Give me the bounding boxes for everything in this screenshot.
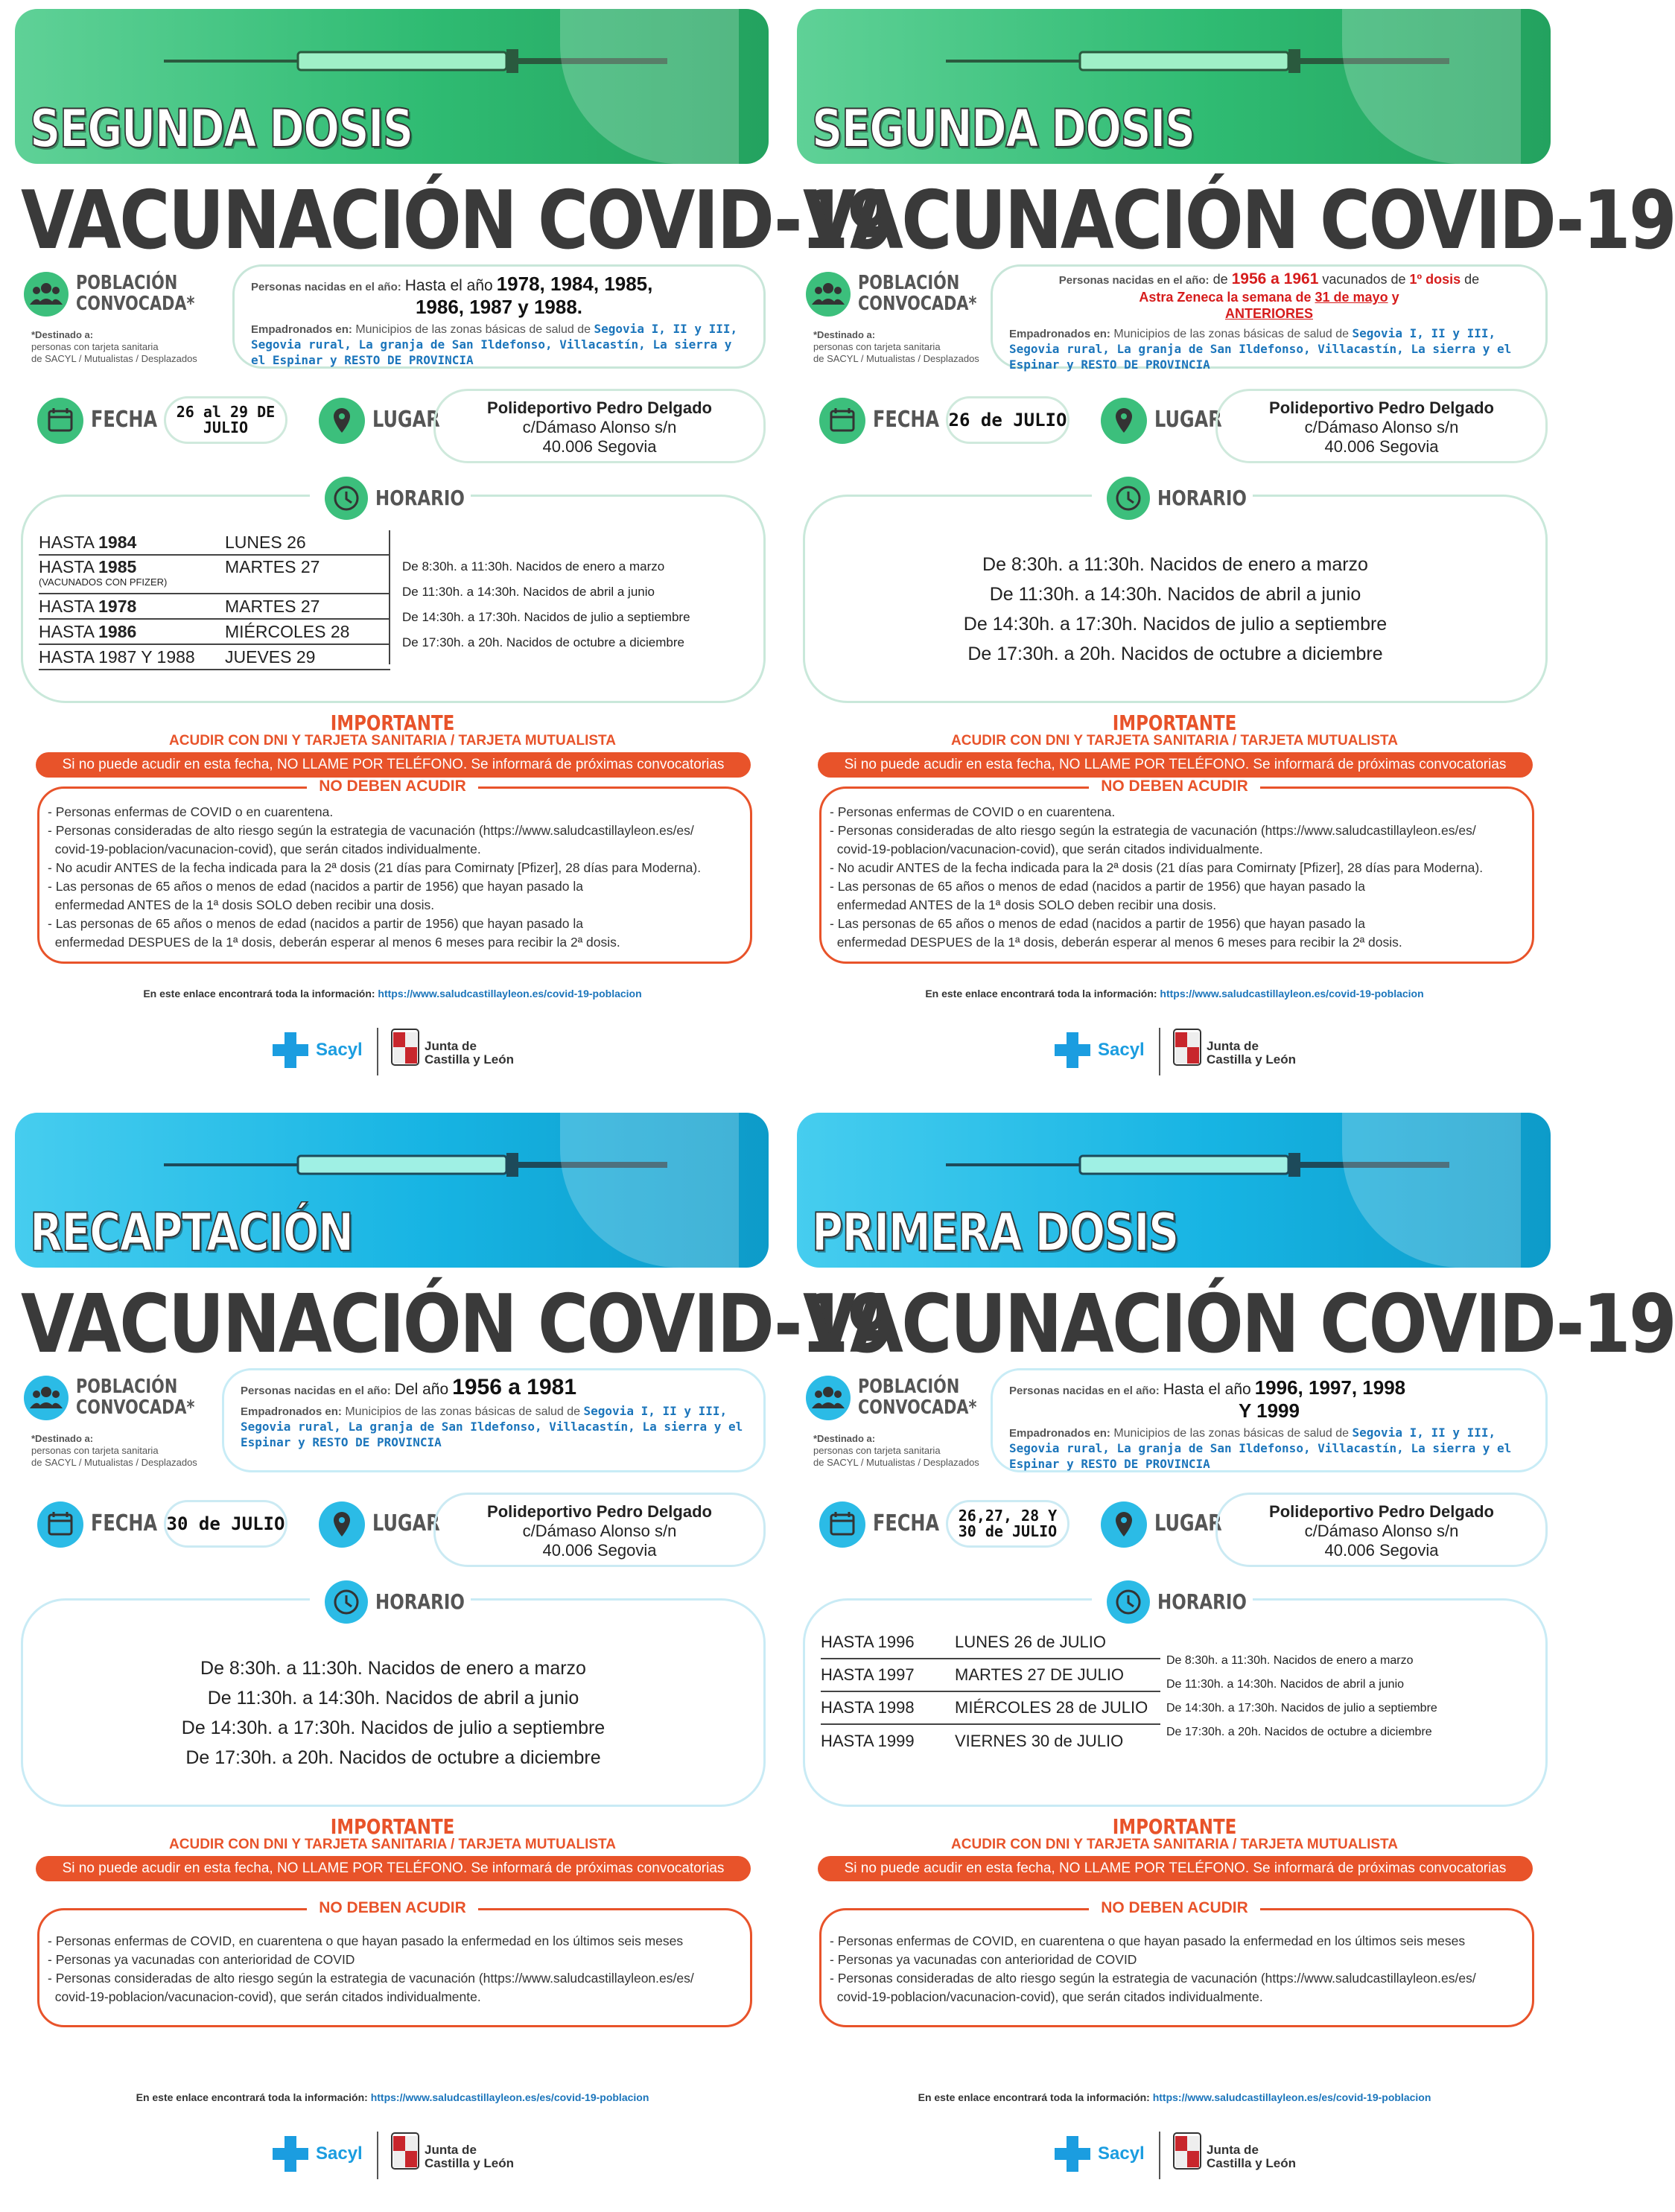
banner-title: SEGUNDA DOSIS <box>30 98 413 159</box>
coat-of-arms-icon <box>390 1028 420 1070</box>
horario-times: De 8:30h. a 11:30h. Nacidos de enero a marzo De 11:30h. a 14:30h. Nacidos de abril a junio De 14:30h. a 17:30h. Nacidos de julio a septiembre De 17:30h. a 20h. Nacidos de octubre a diciembre <box>181 1658 606 1768</box>
junta-logo: Junta de Castilla y León <box>390 2132 517 2179</box>
main-title: VACUNACIÓN COVID-19 <box>803 174 1675 267</box>
table-row: HASTA 1996 LUNES 26 de JULIO <box>821 1627 1160 1659</box>
no-deben-list: - Personas enfermas de COVID, en cuarentena o que hayan pasado la enfermedad en los últimos seis meses - Personas ya vacunadas con anterioridad de COVID - Personas consideradas de alto riesgo según la estrategia de vacunación (https://www.saludcastillayleon.es/es/ covid-19-poblacion/vacunacion-covid), que serán citados individualmente. <box>48 1933 694 2004</box>
horario-times: De 8:30h. a 11:30h. Nacidos de enero a marzo De 11:30h. a 14:30h. Nacidos de abril a junio De 14:30h. a 17:30h. Nacidos de julio a septiembre De 17:30h. a 20h. Nacidos de octubre a diciembre <box>402 559 690 649</box>
no-deben-title: NO DEBEN ACUDIR <box>9 1899 776 1917</box>
fecha-label: FECHA <box>873 1510 940 1536</box>
no-deben-title: NO DEBEN ACUDIR <box>9 778 776 795</box>
coat-of-arms-icon <box>1172 2132 1202 2173</box>
header-banner <box>797 9 1551 164</box>
gloved-hand-image <box>1342 1113 1521 1268</box>
header-banner <box>15 1113 769 1268</box>
lugar-box: Polideportivo Pedro Delgado c/Dámaso Alonso s/n 40.006 Segovia <box>1215 389 1548 463</box>
main-title: VACUNACIÓN COVID-19 <box>803 1278 1675 1371</box>
table-row: HASTA 1985 (VACUNADOS CON PFIZER) MARTES 27 <box>39 556 390 594</box>
main-title: VACUNACIÓN COVID-19 <box>21 1278 894 1371</box>
horario-times: De 8:30h. a 11:30h. Nacidos de enero a marzo De 11:30h. a 14:30h. Nacidos de abril a junio De 14:30h. a 17:30h. Nacidos de julio a septiembre De 17:30h. a 20h. Nacidos de octubre a diciembre <box>1166 1654 1437 1738</box>
people-icon <box>806 1376 851 1420</box>
importante-subtitle: ACUDIR CON DNI Y TARJETA SANITARIA / TARJETA MUTUALISTA <box>169 1837 616 1852</box>
table-row: HASTA 1998 MIÉRCOLES 28 de JULIO <box>821 1692 1160 1725</box>
importante-title: IMPORTANTE <box>1112 711 1237 735</box>
clock-icon <box>325 1580 368 1624</box>
no-deben-list: - Personas enfermas de COVID o en cuarentena. - Personas consideradas de alto riesgo según la estrategia de vacunación (https://www.saludcastillayleon.es/es/ covid-19-poblacion/vacunacion-covid), que serán citados individualmente. - No acudir ANTES de la fecha indicada para la 2ª dosis (21 días para Comirnaty [Pfizer], 28 días para Moderna). - Las personas de 65 años o menos de edad (nacidos a partir de 1956) que hayan pasado la enfermedad ANTES de la 1ª dosis SOLO deben recibir una dosis. - Las personas de 65 años o menos de edad (nacidos a partir de 1956) que hayan pasado la enfermedad DESPUES de la 1ª dosis, deberán esperar al menos 6 meses para recibir la 2ª dosis. <box>830 804 1484 950</box>
banner-title: RECAPTACIÓN <box>30 1202 353 1263</box>
poblacion-box: Personas nacidas en el año: Hasta el año 1996, 1997, 1998 Y 1999 Empadronados en: Municipios de las zonas básicas de salud de Segovia I, II y III, Segovia rural, La granja de San Ildefonso, Villacastín, La sierra y el Espinar y RESTO DE PROVINCIA <box>991 1368 1548 1472</box>
poster-segunda-dosis-1 <box>9 9 894 1104</box>
fecha-value: 30 de JULIO <box>164 1500 287 1548</box>
table-row: HASTA 1986 MIÉRCOLES 28 <box>39 620 390 645</box>
poblacion-label: POBLACIÓN CONVOCADA* <box>858 272 977 315</box>
fecha-label: FECHA <box>873 407 940 433</box>
sacyl-logo: Sacyl <box>1052 2133 1148 2178</box>
banner-title: PRIMERA DOSIS <box>812 1202 1178 1263</box>
header-banner <box>15 9 769 164</box>
location-pin-icon <box>1101 1501 1147 1548</box>
importante-subtitle: ACUDIR CON DNI Y TARJETA SANITARIA / TARJETA MUTUALISTA <box>169 733 616 749</box>
poster-segunda-dosis-2 <box>791 9 1675 1104</box>
junta-logo: Junta de Castilla y León <box>390 1028 517 1075</box>
footer-link-line: En este enlace encontrará toda la información: https://www.saludcastillayleon.es/covid-19-poblacion <box>143 988 642 999</box>
destinado-note: *Destinado a: personas con tarjeta sanitaria de SACYL / Mutualistas / Desplazados <box>813 329 979 364</box>
horario-times: De 8:30h. a 11:30h. Nacidos de enero a marzo De 11:30h. a 14:30h. Nacidos de abril a junio De 14:30h. a 17:30h. Nacidos de julio a septiembre De 17:30h. a 20h. Nacidos de octubre a diciembre <box>963 554 1388 664</box>
destinado-note: *Destinado a: personas con tarjeta sanitaria de SACYL / Mutualistas / Desplazados <box>31 1433 197 1468</box>
coat-of-arms-icon <box>390 2132 420 2173</box>
sacyl-cross-icon <box>1052 1029 1093 1071</box>
table-row: HASTA 1997 MARTES 27 DE JULIO <box>821 1659 1160 1692</box>
calendar-icon <box>819 398 865 444</box>
location-pin-icon <box>1101 398 1147 444</box>
fecha-value: 26 de JULIO <box>946 396 1069 444</box>
header-banner <box>797 1113 1551 1268</box>
horario-label: HORARIO <box>1157 1589 1247 1614</box>
importante-bar: Si no puede acudir en esta fecha, NO LLAME POR TELÉFONO. Se informará de próximas convocatorias <box>36 752 751 778</box>
coat-of-arms-icon <box>1172 1028 1202 1070</box>
people-icon <box>806 272 851 317</box>
table-row: HASTA 1999 VIERNES 30 de JULIO <box>821 1732 1124 1750</box>
poblacion-box: Personas nacidas en el año: Del año 1956 a 1981 Empadronados en: Municipios de las zonas básicas de salud de Segovia I, II y III, Segovia rural, La granja de San Ildefonso, Villacastín, La sierra y el Espinar y RESTO DE PROVINCIA <box>222 1368 766 1472</box>
lugar-label: LUGAR <box>372 1510 440 1536</box>
fecha-label: FECHA <box>91 407 158 433</box>
table-row: HASTA 1987 Y 1988 JUEVES 29 <box>39 645 390 670</box>
main-title: VACUNACIÓN COVID-19 <box>21 174 894 267</box>
clock-icon <box>1107 477 1150 520</box>
fecha-label: FECHA <box>91 1510 158 1536</box>
poblacion-box: Personas nacidas en el año: de 1956 a 1961 vacunados de 1º dosis de Astra Zeneca la semana de 31 de mayo y ANTERIORES Empadronados en: Municipios de las zonas básicas de salud de Segovia I, II y III, Segovia rural, La granja de San Ildefonso, Villacastín, La sierra y el Espinar y RESTO DE PROVINCIA <box>991 264 1548 369</box>
footer-link-line: En este enlace encontrará toda la información: https://www.saludcastillayleon.es/es/covid-19-poblacion <box>136 2091 649 2103</box>
location-pin-icon <box>319 1501 365 1548</box>
people-icon <box>24 1376 69 1420</box>
horario-table <box>39 530 390 670</box>
clock-icon <box>325 477 368 520</box>
info-link[interactable]: https://www.saludcastillayleon.es/covid-19-poblacion <box>378 988 642 999</box>
lugar-box: Polideportivo Pedro Delgado c/Dámaso Alonso s/n 40.006 Segovia <box>1215 1493 1548 1567</box>
poster-primera-dosis <box>791 1113 1675 2208</box>
lugar-label: LUGAR <box>1154 1510 1222 1536</box>
horario-label: HORARIO <box>375 486 465 510</box>
destinado-note: *Destinado a: personas con tarjeta sanitaria de SACYL / Mutualistas / Desplazados <box>813 1433 979 1468</box>
fecha-value: 26,27, 28 Y 30 de JULIO <box>946 1500 1069 1548</box>
footer-link-line: En este enlace encontrará toda la información: https://www.saludcastillayleon.es/es/covid-19-poblacion <box>918 2091 1431 2103</box>
info-link[interactable]: https://www.saludcastillayleon.es/es/covid-19-poblacion <box>370 2091 649 2103</box>
lugar-label: LUGAR <box>372 407 440 433</box>
location-pin-icon <box>319 398 365 444</box>
gloved-hand-image <box>560 1113 739 1268</box>
importante-subtitle: ACUDIR CON DNI Y TARJETA SANITARIA / TARJETA MUTUALISTA <box>951 1837 1398 1852</box>
sacyl-logo: Sacyl <box>1052 1029 1148 1074</box>
no-deben-list: - Personas enfermas de COVID, en cuarentena o que hayan pasado la enfermedad en los últimos seis meses - Personas ya vacunadas con anterioridad de COVID - Personas consideradas de alto riesgo según la estrategia de vacunación (https://www.saludcastillayleon.es/es/ covid-19-poblacion/vacunacion-covid), que serán citados individualmente. <box>830 1933 1476 2004</box>
importante-bar: Si no puede acudir en esta fecha, NO LLAME POR TELÉFONO. Se informará de próximas convocatorias <box>818 752 1533 778</box>
poster-recaptacion <box>9 1113 894 2208</box>
importante-title: IMPORTANTE <box>1112 1814 1237 1839</box>
destinado-note: *Destinado a: personas con tarjeta sanitaria de SACYL / Mutualistas / Desplazados <box>31 329 197 364</box>
lugar-label: LUGAR <box>1154 407 1222 433</box>
calendar-icon <box>37 398 83 444</box>
horario-label: HORARIO <box>1157 486 1247 510</box>
poblacion-box: Personas nacidas en el año: Hasta el año 1978, 1984, 1985, 1986, 1987 y 1988. Empadronados en: Municipios de las zonas básicas de salud de Segovia I, II y III, Segovia rural, La granja de San Ildefonso, Villacastín, La sierra y el Espinar y RESTO DE PROVINCIA <box>232 264 766 369</box>
calendar-icon <box>819 1501 865 1548</box>
importante-subtitle: ACUDIR CON DNI Y TARJETA SANITARIA / TARJETA MUTUALISTA <box>951 733 1398 749</box>
lugar-box: Polideportivo Pedro Delgado c/Dámaso Alonso s/n 40.006 Segovia <box>433 1493 766 1567</box>
footer-link-line: En este enlace encontrará toda la información: https://www.saludcastillayleon.es/covid-19-poblacion <box>925 988 1424 999</box>
table-row: HASTA 1984 LUNES 26 <box>39 530 390 556</box>
table-row: HASTA 1978 MARTES 27 <box>39 594 390 620</box>
gloved-hand-image <box>1342 9 1521 164</box>
no-deben-title: NO DEBEN ACUDIR <box>791 1899 1558 1917</box>
sacyl-cross-icon <box>270 2133 311 2175</box>
banner-title: SEGUNDA DOSIS <box>812 98 1195 159</box>
importante-title: IMPORTANTE <box>330 1814 455 1839</box>
horario-label: HORARIO <box>375 1589 465 1614</box>
calendar-icon <box>37 1501 83 1548</box>
sacyl-cross-icon <box>1052 2133 1093 2175</box>
importante-bar: Si no puede acudir en esta fecha, NO LLAME POR TELÉFONO. Se informará de próximas convocatorias <box>818 1856 1533 1881</box>
no-deben-title: NO DEBEN ACUDIR <box>791 778 1558 795</box>
no-deben-list: - Personas enfermas de COVID o en cuarentena. - Personas consideradas de alto riesgo según la estrategia de vacunación (https://www.saludcastillayleon.es/es/ covid-19-poblacion/vacunacion-covid), que serán citados individualmente. - No acudir ANTES de la fecha indicada para la 2ª dosis (21 días para Comirnaty [Pfizer], 28 días para Moderna). - Las personas de 65 años o menos de edad (nacidos a partir de 1956) que hayan pasado la enfermedad ANTES de la 1ª dosis SOLO deben recibir una dosis. - Las personas de 65 años o menos de edad (nacidos a partir de 1956) que hayan pasado la enfermedad DESPUES de la 1ª dosis, deberán esperar al menos 6 meses para recibir la 2ª dosis. <box>48 804 702 950</box>
sacyl-logo: Sacyl <box>270 1029 366 1074</box>
fecha-value: 26 al 29 DE JULIO <box>164 396 287 444</box>
poblacion-label: POBLACIÓN CONVOCADA* <box>858 1376 977 1419</box>
sacyl-logo: Sacyl <box>270 2133 366 2178</box>
junta-logo: Junta de Castilla y León <box>1172 2132 1299 2179</box>
importante-bar: Si no puede acudir en esta fecha, NO LLAME POR TELÉFONO. Se informará de próximas convocatorias <box>36 1856 751 1881</box>
poblacion-label: POBLACIÓN CONVOCADA* <box>76 272 195 315</box>
lugar-box: Polideportivo Pedro Delgado c/Dámaso Alonso s/n 40.006 Segovia <box>433 389 766 463</box>
clock-icon <box>1107 1580 1150 1624</box>
gloved-hand-image <box>560 9 739 164</box>
people-icon <box>24 272 69 317</box>
junta-logo: Junta de Castilla y León <box>1172 1028 1299 1075</box>
importante-title: IMPORTANTE <box>330 711 455 735</box>
sacyl-cross-icon <box>270 1029 311 1071</box>
poblacion-label: POBLACIÓN CONVOCADA* <box>76 1376 195 1419</box>
horario-table <box>821 1627 1160 1758</box>
info-link[interactable]: https://www.saludcastillayleon.es/es/covid-19-poblacion <box>1152 2091 1431 2103</box>
info-link[interactable]: https://www.saludcastillayleon.es/covid-19-poblacion <box>1160 988 1424 999</box>
